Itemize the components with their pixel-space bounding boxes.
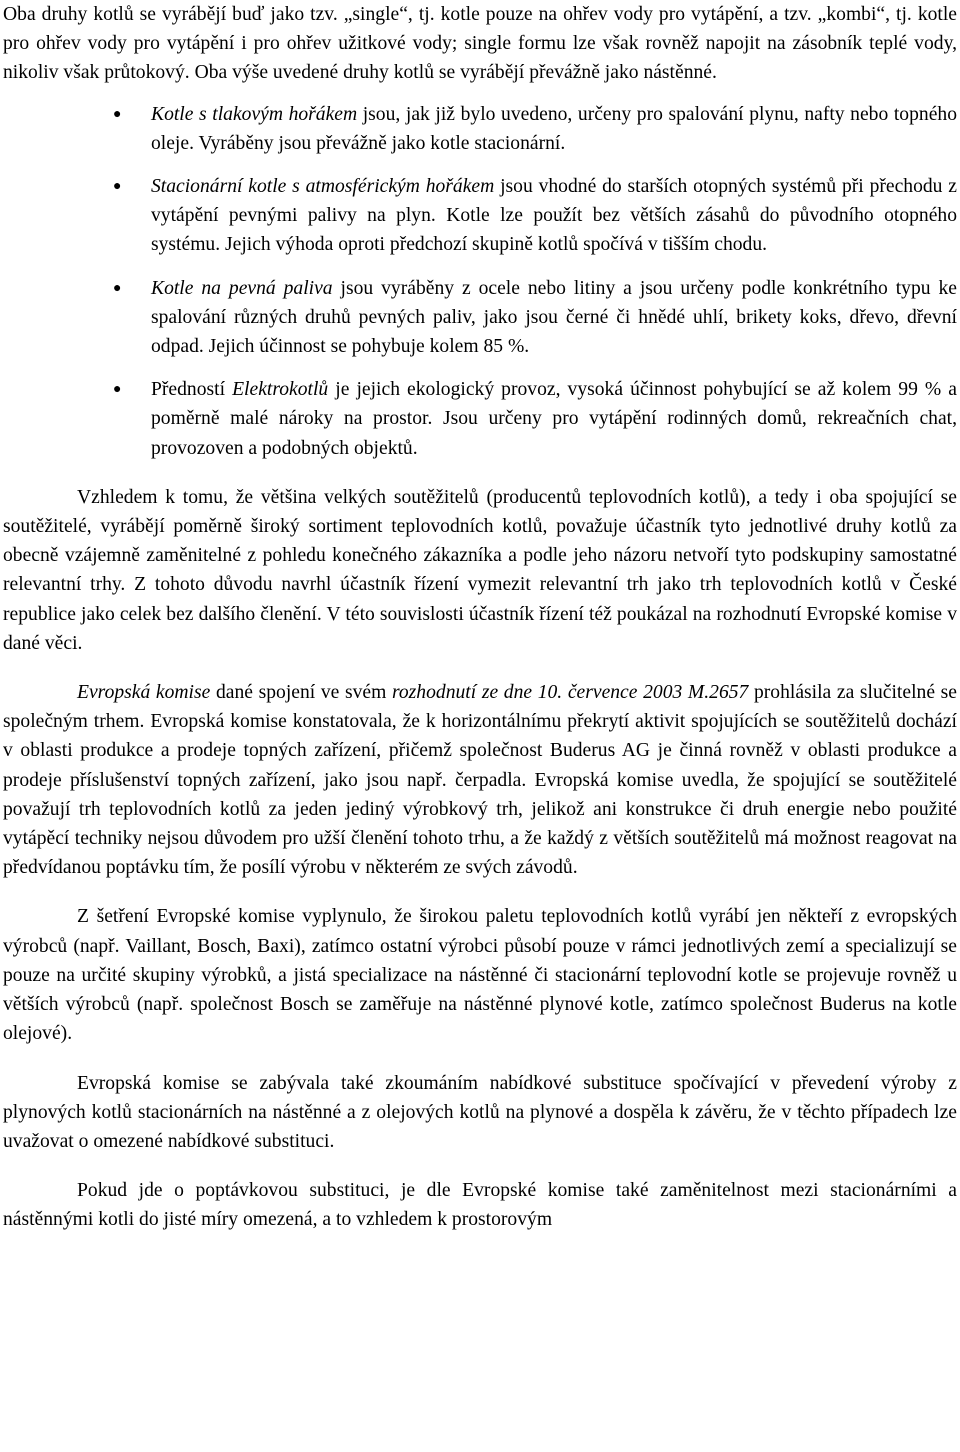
bullet-icon: ● bbox=[113, 106, 122, 122]
paragraph-text: dané spojení ve svém bbox=[210, 682, 392, 704]
paragraph-setreni: Z šetření Evropské komise vyplynulo, že širokou paletu teplovodních kotlů vyrábí jen někteří z evropských výrobců (např. Vaillant, Bosch, Baxi), zatímco ostatní výrobci působí pouze v rámci jednotlivých zemí a specializují se pouze na určité skupiny výrobků, a jistá specializace na nástěnné či stacionární teplovodní kotle se projevuje rovněž u větších výrobců (např. společnost Bosch se zaměřuje na nástěnné plynové kotle, zatímco společnost Buderus na kotle olejové). bbox=[3, 906, 957, 1045]
paragraph-pokud: Pokud jde o poptávkovou substituci, je dle Evropské komise také zaměnitelnost mezi stacionárními a nástěnnými kotli do jisté míry omezená, a to vzhledem k prostorovým bbox=[3, 1180, 957, 1231]
bullet-icon: ● bbox=[113, 280, 122, 296]
bullet-icon: ● bbox=[113, 382, 122, 398]
list-item bbox=[3, 375, 957, 463]
list-item bbox=[3, 100, 957, 158]
list-item bbox=[3, 274, 957, 362]
bullet-term: Kotle na pevná paliva bbox=[151, 277, 333, 299]
bullet-text: jsou vyráběny z ocele nebo litiny a jsou určeny podle konkrétního typu ke spalování různých druhů pevných paliv, jako jsou černé či hnědé uhlí, brikety koks, dřevo, dřevní odpad. Jejich účinnost se pohybuje kolem 85 %. bbox=[151, 277, 957, 358]
bullet-text: jsou, jak již bylo uvedeno, určeny pro spalování plynu, nafty nebo topného oleje. Vyráběny jsou převážně jako kotle stacionární. bbox=[151, 103, 957, 154]
list-item bbox=[3, 172, 957, 260]
boiler-types-list bbox=[3, 100, 957, 463]
bullet-prefix: Předností bbox=[151, 379, 233, 401]
paragraph-zabyvala: Evropská komise se zabývala také zkoumáním nabídkové substituce spočívající v převedení výroby z plynových kotlů stacionárních na nástěnné a z olejových kotlů na plynové a dospěla k závěru, že v těchto případech lze uvažovat o omezené nabídkové substituci. bbox=[3, 1072, 957, 1152]
emphasis-evropska-komise: Evropská komise bbox=[77, 682, 211, 704]
emphasis-rozhodnuti: rozhodnutí ze dne 10. července 2003 M.2657 bbox=[391, 682, 749, 704]
paragraph-vzhledem: Vzhledem k tomu, že většina velkých soutěžitelů (producentů teplovodních kotlů), a tedy i oba spojující se soutěžitelé, vyrábějí poměrně široký sortiment teplovodních kotlů, považuje účastník tyto jednotlivé druhy kotlů za obecně vzájemně zaměnitelné z pohledu konečného zákazníka a podle jeho názoru netvoří tyto podskupiny samostatné relevantní trhy. Z tohoto důvodu navrhl účastník řízení vymezit relevantní trh jako trh teplovodních kotlů v České republice jako celek bez dalšího členění. V této souvislosti účastník řízení též poukázal na rozhodnutí Evropské komise v dané věci. bbox=[3, 486, 957, 654]
paragraph-evropska-komise bbox=[3, 678, 957, 882]
bullet-text: je jejich ekologický provoz, vysoká účinnost pohybující se až kolem 99 % a poměrně malé nároky na prostor. Jsou určeny pro vytápění rodinných domů, rekreačních chat, provozoven a podobných objektů. bbox=[151, 379, 958, 459]
bullet-term: Kotle s tlakovým hořákem bbox=[151, 103, 358, 125]
bullet-icon: ● bbox=[113, 179, 122, 195]
bullet-term: Elektrokotlů bbox=[232, 379, 329, 401]
paragraph-text: prohlásila za slučitelné se společným trhem. Evropská komise konstatovala, že k horizontálnímu překrytí aktivit spojujících se soutěžitelů dochází v oblasti produkce a prodeje topných zařízení, přičemž společnost Buderus AG je činná rovněž v oblasti produkce a prodeje příslušenství topných zařízení, jako jsou např. čerpadla. Evropská komise uvedla, že spojující se soutěžitelé považují trh teplovodních kotlů za jeden jediný výrobkový trh, jelikož ani konstrukce či druh energie nebo použité vytápěcí techniky nejsou důvodem pro užší členění tohoto trhu, a že každý z větších soutěžitelů má možnost reagovat na předvídanou poptávku tím, že posílí výrobu v některém ze svých závodů. bbox=[3, 682, 957, 879]
bullet-text: jsou vhodné do starších otopných systémů při přechodu z vytápění pevnými palivy na plyn. Kotle lze použít bez větších zásahů do původního otopného systému. Jejich výhoda oproti předchozí skupině kotlů spočívá v tišším chodu. bbox=[151, 176, 957, 256]
intro-paragraph: Oba druhy kotlů se vyrábějí buď jako tzv. „single“, tj. kotle pouze na ohřev vody pro vytápění, a tzv. „kombi“, tj. kotle pro ohřev vody pro vytápění i pro ohřev užitkové vody; single formu lze však rovněž napojit na zásobník teplé vody, nikoliv však průtokový. Oba výše uvedené druhy kotlů se vyrábějí převážně jako nástěnné. bbox=[3, 4, 957, 84]
bullet-term: Stacionární kotle s atmosférickým hořákem bbox=[151, 176, 495, 198]
